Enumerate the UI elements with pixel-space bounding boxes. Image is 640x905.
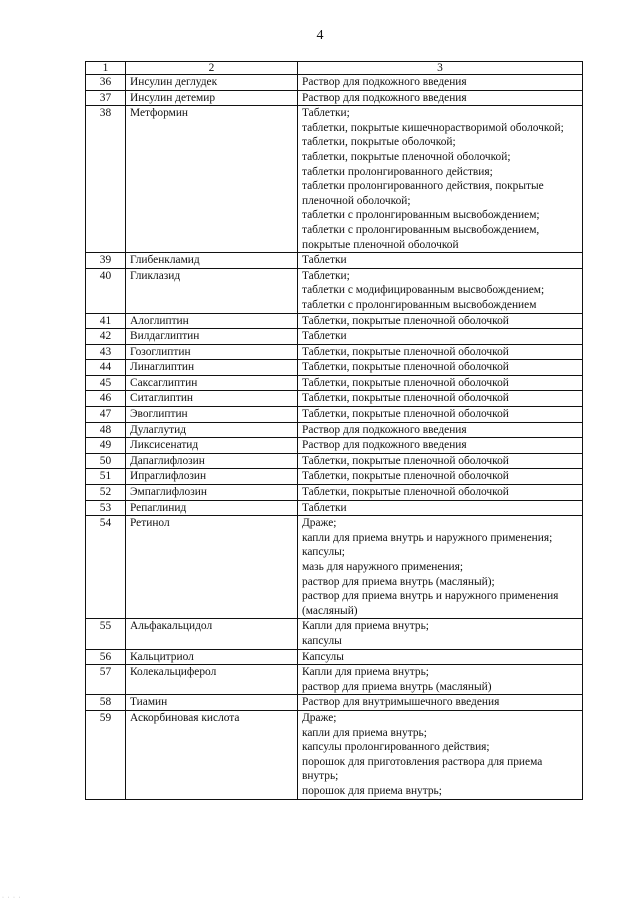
row-number: 47 (86, 407, 126, 423)
dosage-form-line: порошок для приготовления раствора для приема внутрь; (302, 755, 543, 783)
drug-name: Альфакальцидол (126, 619, 298, 649)
dosage-forms (298, 253, 583, 269)
dosage-form-line: Таблетки, покрытые пленочной оболочкой (302, 454, 509, 467)
row-number: 37 (86, 90, 126, 106)
dosage-form-line: Таблетки, покрытые пленочной оболочкой (302, 376, 509, 389)
table-row (86, 500, 583, 516)
dosage-forms (298, 329, 583, 345)
scan-mark: · · · · (2, 895, 22, 901)
drug-name: Тиамин (126, 695, 298, 711)
row-number: 50 (86, 453, 126, 469)
dosage-form-line: Раствор для подкожного введения (302, 91, 467, 104)
drug-table (85, 61, 583, 800)
dosage-forms (298, 375, 583, 391)
table-row (86, 75, 583, 91)
drug-name: Алоглиптин (126, 313, 298, 329)
dosage-forms (298, 344, 583, 360)
dosage-forms (298, 516, 583, 619)
table-row (86, 710, 583, 799)
drug-name: Инсулин деглудек (126, 75, 298, 91)
dosage-form-line: раствор для приема внутрь и наружного применения (масляный) (302, 590, 559, 617)
table-row (86, 422, 583, 438)
dosage-forms (298, 90, 583, 106)
dosage-form-line: капли для приема внутрь и наружного применения; (302, 531, 553, 544)
dosage-form-line: раствор для приема внутрь (масляный); (302, 575, 495, 588)
row-number: 45 (86, 375, 126, 391)
row-number: 40 (86, 268, 126, 313)
dosage-form-line: таблетки, покрытые оболочкой; (302, 136, 456, 149)
dosage-forms (298, 422, 583, 438)
drug-name: Глибенкламид (126, 253, 298, 269)
dosage-form-line: Раствор для подкожного введения (302, 76, 467, 88)
dosage-form-line: Таблетки, покрытые пленочной оболочкой (302, 392, 509, 405)
row-number: 54 (86, 516, 126, 619)
dosage-form-line: Капли для приема внутрь; (302, 666, 429, 679)
dosage-forms (298, 619, 583, 649)
table-header-row (86, 62, 583, 75)
drug-name: Аскорбиновая кислота (126, 710, 298, 799)
drug-name: Ситаглиптин (126, 391, 298, 407)
table-row (86, 453, 583, 469)
dosage-forms (298, 106, 583, 253)
dosage-form-line: Таблетки; (302, 269, 350, 282)
dosage-form-line: раствор для приема внутрь (масляный) (302, 680, 492, 693)
dosage-form-line: Раствор для внутримышечного введения (302, 696, 500, 709)
drug-name: Метформин (126, 106, 298, 253)
row-number: 42 (86, 329, 126, 345)
row-number: 39 (86, 253, 126, 269)
dosage-forms (298, 438, 583, 454)
dosage-forms (298, 453, 583, 469)
dosage-forms (298, 313, 583, 329)
table-row (86, 485, 583, 501)
row-number: 55 (86, 619, 126, 649)
drug-name: Кальцитриол (126, 649, 298, 665)
table-row (86, 329, 583, 345)
dosage-form-line: капсулы (302, 634, 342, 647)
row-number: 48 (86, 422, 126, 438)
dosage-form-line: Таблетки, покрытые пленочной оболочкой (302, 486, 509, 499)
dosage-form-line: таблетки с пролонгированным высвобождением, покрытые пленочной оболочкой (302, 223, 540, 251)
drug-name: Дапаглифлозин (126, 453, 298, 469)
table-row (86, 313, 583, 329)
drug-name: Репаглинид (126, 500, 298, 516)
dosage-form-line: таблетки с пролонгированным высвобождением; (302, 209, 540, 222)
dosage-form-line: капсулы; (302, 546, 345, 559)
table-row (86, 360, 583, 376)
dosage-form-line: капсулы пролонгированного действия; (302, 741, 490, 754)
table-row (86, 516, 583, 619)
dosage-form-line: Таблетки (302, 330, 347, 343)
dosage-forms (298, 268, 583, 313)
row-number: 57 (86, 665, 126, 695)
dosage-form-line: Драже; (302, 711, 337, 724)
row-number: 52 (86, 485, 126, 501)
row-number: 44 (86, 360, 126, 376)
table-row (86, 649, 583, 665)
drug-name: Гозоглиптин (126, 344, 298, 360)
dosage-form-line: таблетки с пролонгированным высвобождением (302, 298, 537, 311)
dosage-form-line: таблетки, покрытые пленочной оболочкой; (302, 150, 511, 163)
dosage-forms (298, 695, 583, 711)
table-body (86, 62, 583, 800)
drug-name: Эвоглиптин (126, 407, 298, 423)
dosage-form-line: таблетки пролонгированного действия, покрытые пленочной оболочкой; (302, 180, 544, 207)
table-row (86, 375, 583, 391)
dosage-forms (298, 500, 583, 516)
drug-name: Колекальциферол (126, 665, 298, 695)
table-row (86, 391, 583, 407)
table-row (86, 695, 583, 711)
table-row (86, 344, 583, 360)
dosage-form-line: таблетки, покрытые кишечнорастворимой оболочкой; (302, 121, 564, 134)
row-number: 59 (86, 710, 126, 799)
row-number: 36 (86, 75, 126, 91)
drug-name: Саксаглиптин (126, 375, 298, 391)
dosage-form-line: Раствор для подкожного введения (302, 423, 467, 436)
dosage-forms (298, 360, 583, 376)
drug-name: Ретинол (126, 516, 298, 619)
dosage-form-line: Таблетки, покрытые пленочной оболочкой (302, 470, 509, 483)
dosage-forms (298, 710, 583, 799)
row-number: 51 (86, 469, 126, 485)
column-header-1: 1 (86, 62, 126, 75)
dosage-form-line: мазь для наружного применения; (302, 561, 464, 573)
dosage-form-line: Таблетки (302, 501, 347, 514)
dosage-form-line: таблетки пролонгированного действия; (302, 165, 493, 178)
table-row (86, 106, 583, 253)
drug-name: Эмпаглифлозин (126, 485, 298, 501)
row-number: 41 (86, 313, 126, 329)
dosage-forms (298, 649, 583, 665)
drug-name: Ипраглифлозин (126, 469, 298, 485)
dosage-form-line: таблетки с модифицированным высвобождением; (302, 284, 545, 297)
drug-name: Инсулин детемир (126, 90, 298, 106)
dosage-forms (298, 407, 583, 423)
drug-name: Ликсисенатид (126, 438, 298, 454)
drug-name: Дулаглутид (126, 422, 298, 438)
drug-name: Линаглиптин (126, 360, 298, 376)
dosage-forms (298, 391, 583, 407)
dosage-form-line: Таблетки, покрытые пленочной оболочкой (302, 314, 509, 327)
drug-name: Гликлазид (126, 268, 298, 313)
table-row (86, 665, 583, 695)
row-number: 46 (86, 391, 126, 407)
dosage-form-line: Таблетки, покрытые пленочной оболочкой (302, 408, 509, 421)
dosage-forms (298, 469, 583, 485)
dosage-form-line: порошок для приема внутрь; (302, 784, 442, 797)
dosage-form-line: капли для приема внутрь; (302, 726, 427, 739)
dosage-form-line: Капсулы (302, 650, 344, 663)
dosage-form-line: Таблетки, покрытые пленочной оболочкой (302, 361, 509, 374)
dosage-forms (298, 665, 583, 695)
table-row (86, 438, 583, 454)
table-row (86, 253, 583, 269)
dosage-form-line: Таблетки, покрытые пленочной оболочкой (302, 345, 509, 358)
page-number: 4 (316, 28, 324, 43)
drug-name: Вилдаглиптин (126, 329, 298, 345)
column-header-2: 2 (126, 62, 298, 75)
dosage-forms (298, 485, 583, 501)
dosage-form-line: Таблетки (302, 254, 347, 267)
dosage-form-line: Капли для приема внутрь; (302, 620, 429, 633)
dosage-form-line: Таблетки; (302, 107, 350, 120)
row-number: 53 (86, 500, 126, 516)
table-row (86, 90, 583, 106)
table-row (86, 268, 583, 313)
table-row (86, 407, 583, 423)
column-header-3: 3 (298, 62, 583, 75)
table-row (86, 619, 583, 649)
table-row (86, 469, 583, 485)
dosage-form-line: Раствор для подкожного введения (302, 439, 467, 452)
row-number: 43 (86, 344, 126, 360)
row-number: 56 (86, 649, 126, 665)
row-number: 49 (86, 438, 126, 454)
dosage-forms (298, 75, 583, 91)
row-number: 38 (86, 106, 126, 253)
row-number: 58 (86, 695, 126, 711)
dosage-form-line: Драже; (302, 517, 337, 530)
